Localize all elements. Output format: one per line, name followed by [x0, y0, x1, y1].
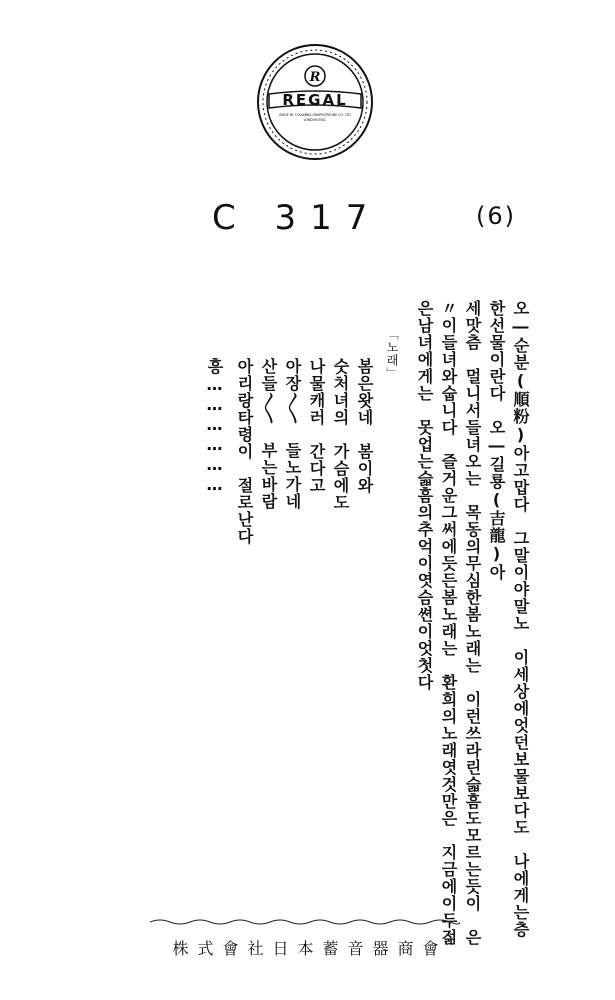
narration-column-3: 세맛츰 멀니서들녀오는 목동의무심한봄노래는 이런쓰라린슯흠도모르는듯이 은: [463, 300, 482, 946]
narration-column-5: 은남녀에게는 못업는슯흠의추억이엿슴쎤이엇첫다: [415, 300, 434, 691]
regal-logo: [255, 42, 375, 162]
song-line-6: 아리랑타령이 절로난다: [235, 358, 254, 545]
publisher-footer: 株式會社日本蓄音器商會: [172, 939, 448, 958]
narration-column-2: 한선물이란다 오―길룡(吉龍)아: [487, 300, 506, 581]
footer-divider: [150, 912, 460, 922]
song-label: 「노래」: [385, 328, 399, 380]
logo-small-line-2: LONDON ENG.: [303, 118, 327, 122]
song-line-4: 아장〱 들노가네: [283, 358, 302, 510]
song-line-3: 나물캐러 간다고: [307, 358, 326, 494]
logo-monogram: R: [309, 70, 321, 85]
page-number: (6): [476, 202, 516, 230]
song-line-2: 숫처녀의 가슴에도: [331, 358, 350, 511]
song-line-5: 산들〱 부는바람: [259, 358, 278, 510]
logo-small-line-1: MADE BY COLUMBIA GRAPHOPHONE CO. LTD: [279, 113, 351, 117]
logo-brand-text: REGAL: [282, 91, 348, 109]
narration-column-1: 오―순분(順粉)아고맙다 그말이야말노 이세상에엇던보물보다도 나에게는층: [511, 300, 530, 938]
regal-record-label-icon: [255, 42, 375, 162]
catalog-number: C 317: [212, 198, 382, 238]
narration-column-4: 〃이들녀와숩니다 즐거운그써에듯든봄노래는 환희의노래엿것만은 지금에이두젊: [439, 300, 458, 946]
song-line-7: 흥………………: [205, 358, 224, 495]
song-line-1: 봄은왓네 봄이와: [355, 358, 374, 494]
